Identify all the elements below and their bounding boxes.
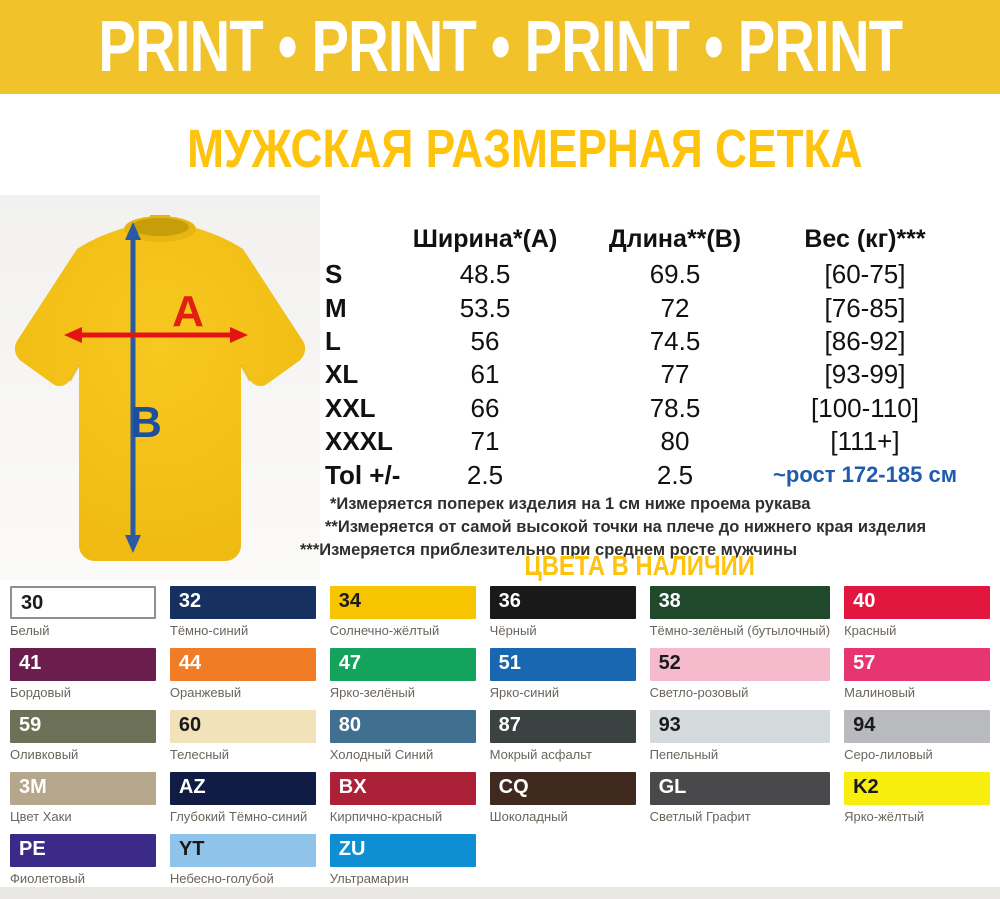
color-swatch [844,586,990,648]
row-width: 2.5 [466,459,504,490]
row-length: 2.5 [656,459,694,490]
swatch-code: BX [330,772,476,805]
swatch-code: K2 [844,772,990,805]
swatch-code: CQ [490,772,636,805]
swatch-label: Холодный Синий [329,747,434,762]
swatch-code: 47 [330,648,476,681]
color-swatch [330,710,476,772]
swatch-label: Солнечно-жёлтый [329,623,440,638]
swatch-code: GL [650,772,831,805]
col-header-weight: Вес (кг)*** [804,224,926,253]
color-swatch-grid [10,586,990,896]
row-width: 53.5 [459,292,511,323]
row-size: XXL [325,392,376,423]
swatch-label: Серо-лиловый [844,747,933,762]
row-size: Tol +/- [325,459,401,490]
swatch-label: Кирпично-красный [329,809,443,824]
color-swatch [650,648,831,710]
swatch-label: Пепельный [649,747,719,762]
corner-cell [325,220,410,258]
swatch-code: 32 [170,586,316,619]
swatch-label: Глубокий Тёмно-синий [169,809,308,824]
swatch-code: 51 [490,648,636,681]
swatch-code: 87 [490,710,636,743]
color-swatch [170,648,316,710]
swatch-label: Бордовый [10,685,72,700]
col-header-width: Ширина*(А) [412,224,558,253]
row-length: 80 [660,426,690,457]
color-swatch [330,648,476,710]
col-header-length: Длина**(В) [608,224,742,253]
color-swatch [330,772,476,834]
height-note: ~рост 172-185 см [773,462,957,488]
swatch-code: AZ [170,772,316,805]
footer-strip [0,887,1000,899]
label-a: A [172,287,204,336]
swatch-label: Небесно-голубой [169,871,274,886]
swatch-label: Ярко-жёлтый [844,809,925,824]
row-length: 74.5 [649,325,701,356]
swatch-code: 59 [10,710,156,743]
swatch-label: Телесный [169,747,229,762]
footnote-width: *Измеряется поперек изделия на 1 см ниже проема рукава [330,495,811,513]
color-swatch [10,772,156,834]
swatch-label: Светлый Графит [649,809,751,824]
swatch-code: 93 [650,710,831,743]
tshirt-measurement-diagram [0,195,320,580]
banner [0,0,1000,94]
swatch-code: 52 [650,648,831,681]
swatch-code: PE [10,834,156,867]
color-swatch [650,710,831,772]
swatch-label: Чёрный [489,623,537,638]
swatch-label: Мокрый асфальт [489,747,592,762]
swatch-label: Светло-розовый [649,685,749,700]
row-size: M [325,292,347,323]
swatch-label: Белый [10,623,50,638]
color-swatch [170,586,316,648]
swatch-code: 3M [10,772,156,805]
row-length: 78.5 [649,392,701,423]
color-swatch [330,586,476,648]
color-swatch [10,648,156,710]
banner-text: PRINT • PRINT • PRINT • PRINT [98,7,902,87]
swatch-code: 41 [10,648,156,681]
swatch-code: 30 [10,586,156,619]
row-weight: [93-99] [824,359,906,390]
swatch-code: ZU [330,834,476,867]
swatch-code: 40 [844,586,990,619]
row-size: L [325,325,341,356]
footnote-length: **Измеряется от самой высокой точки на плече до нижнего края изделия [325,518,927,536]
color-swatch [844,648,990,710]
color-swatch [170,710,316,772]
row-width: 48.5 [459,259,511,290]
row-width: 71 [470,426,500,457]
swatch-code: 60 [170,710,316,743]
label-b: B [130,398,162,447]
swatch-code: YT [170,834,316,867]
swatch-label: Малиновый [844,685,916,700]
swatch-code: 80 [330,710,476,743]
swatch-label: Ярко-синий [489,685,560,700]
swatch-label: Тёмно-зелёный (бутылочный) [649,623,831,638]
swatch-label: Шоколадный [489,809,568,824]
swatch-label: Оливковый [10,747,79,762]
row-length: 69.5 [649,259,701,290]
swatch-label: Фиолетовый [10,871,86,886]
swatch-label: Ультрамарин [329,871,409,886]
row-length: 77 [660,359,690,390]
row-weight: [86-92] [824,325,906,356]
row-width: 61 [470,359,500,390]
row-weight: [111+] [830,426,900,457]
swatch-code: 34 [330,586,476,619]
row-length: 72 [660,292,690,323]
color-swatch [650,772,831,834]
color-swatch [844,772,990,834]
row-width: 56 [470,325,500,356]
color-swatch [490,586,636,648]
swatch-code: 38 [650,586,831,619]
size-table [325,220,957,492]
footnote-weight: ***Измеряется приблезительно при среднем росте мужчины [300,541,798,559]
swatch-code: 94 [844,710,990,743]
tshirt-image [0,195,320,580]
color-swatch [10,586,156,648]
color-swatch [650,586,831,648]
row-weight: [60-75] [824,259,906,290]
color-swatch [10,710,156,772]
swatch-label: Тёмно-синий [169,623,249,638]
swatch-code: 44 [170,648,316,681]
color-swatch [844,710,990,772]
color-swatch [170,772,316,834]
swatch-code: 57 [844,648,990,681]
row-weight: [76-85] [824,292,906,323]
row-size: XXXL [325,426,393,457]
color-swatch [490,648,636,710]
row-weight: [100-110] [811,392,919,423]
page-title: МУЖСКАЯ РАЗМЕРНАЯ СЕТКА [187,119,863,179]
row-size: XL [325,359,359,390]
colors-available-heading: ЦВЕТА В НАЛИЧИИ [524,550,756,581]
swatch-code: 36 [490,586,636,619]
row-width: 66 [470,392,500,423]
swatch-label: Цвет Хаки [10,809,72,824]
row-size: S [325,259,343,290]
swatch-label: Ярко-зелёный [329,685,416,700]
color-swatch [490,710,636,772]
swatch-label: Оранжевый [169,685,242,700]
swatch-label: Красный [844,623,897,638]
color-swatch [490,772,636,834]
